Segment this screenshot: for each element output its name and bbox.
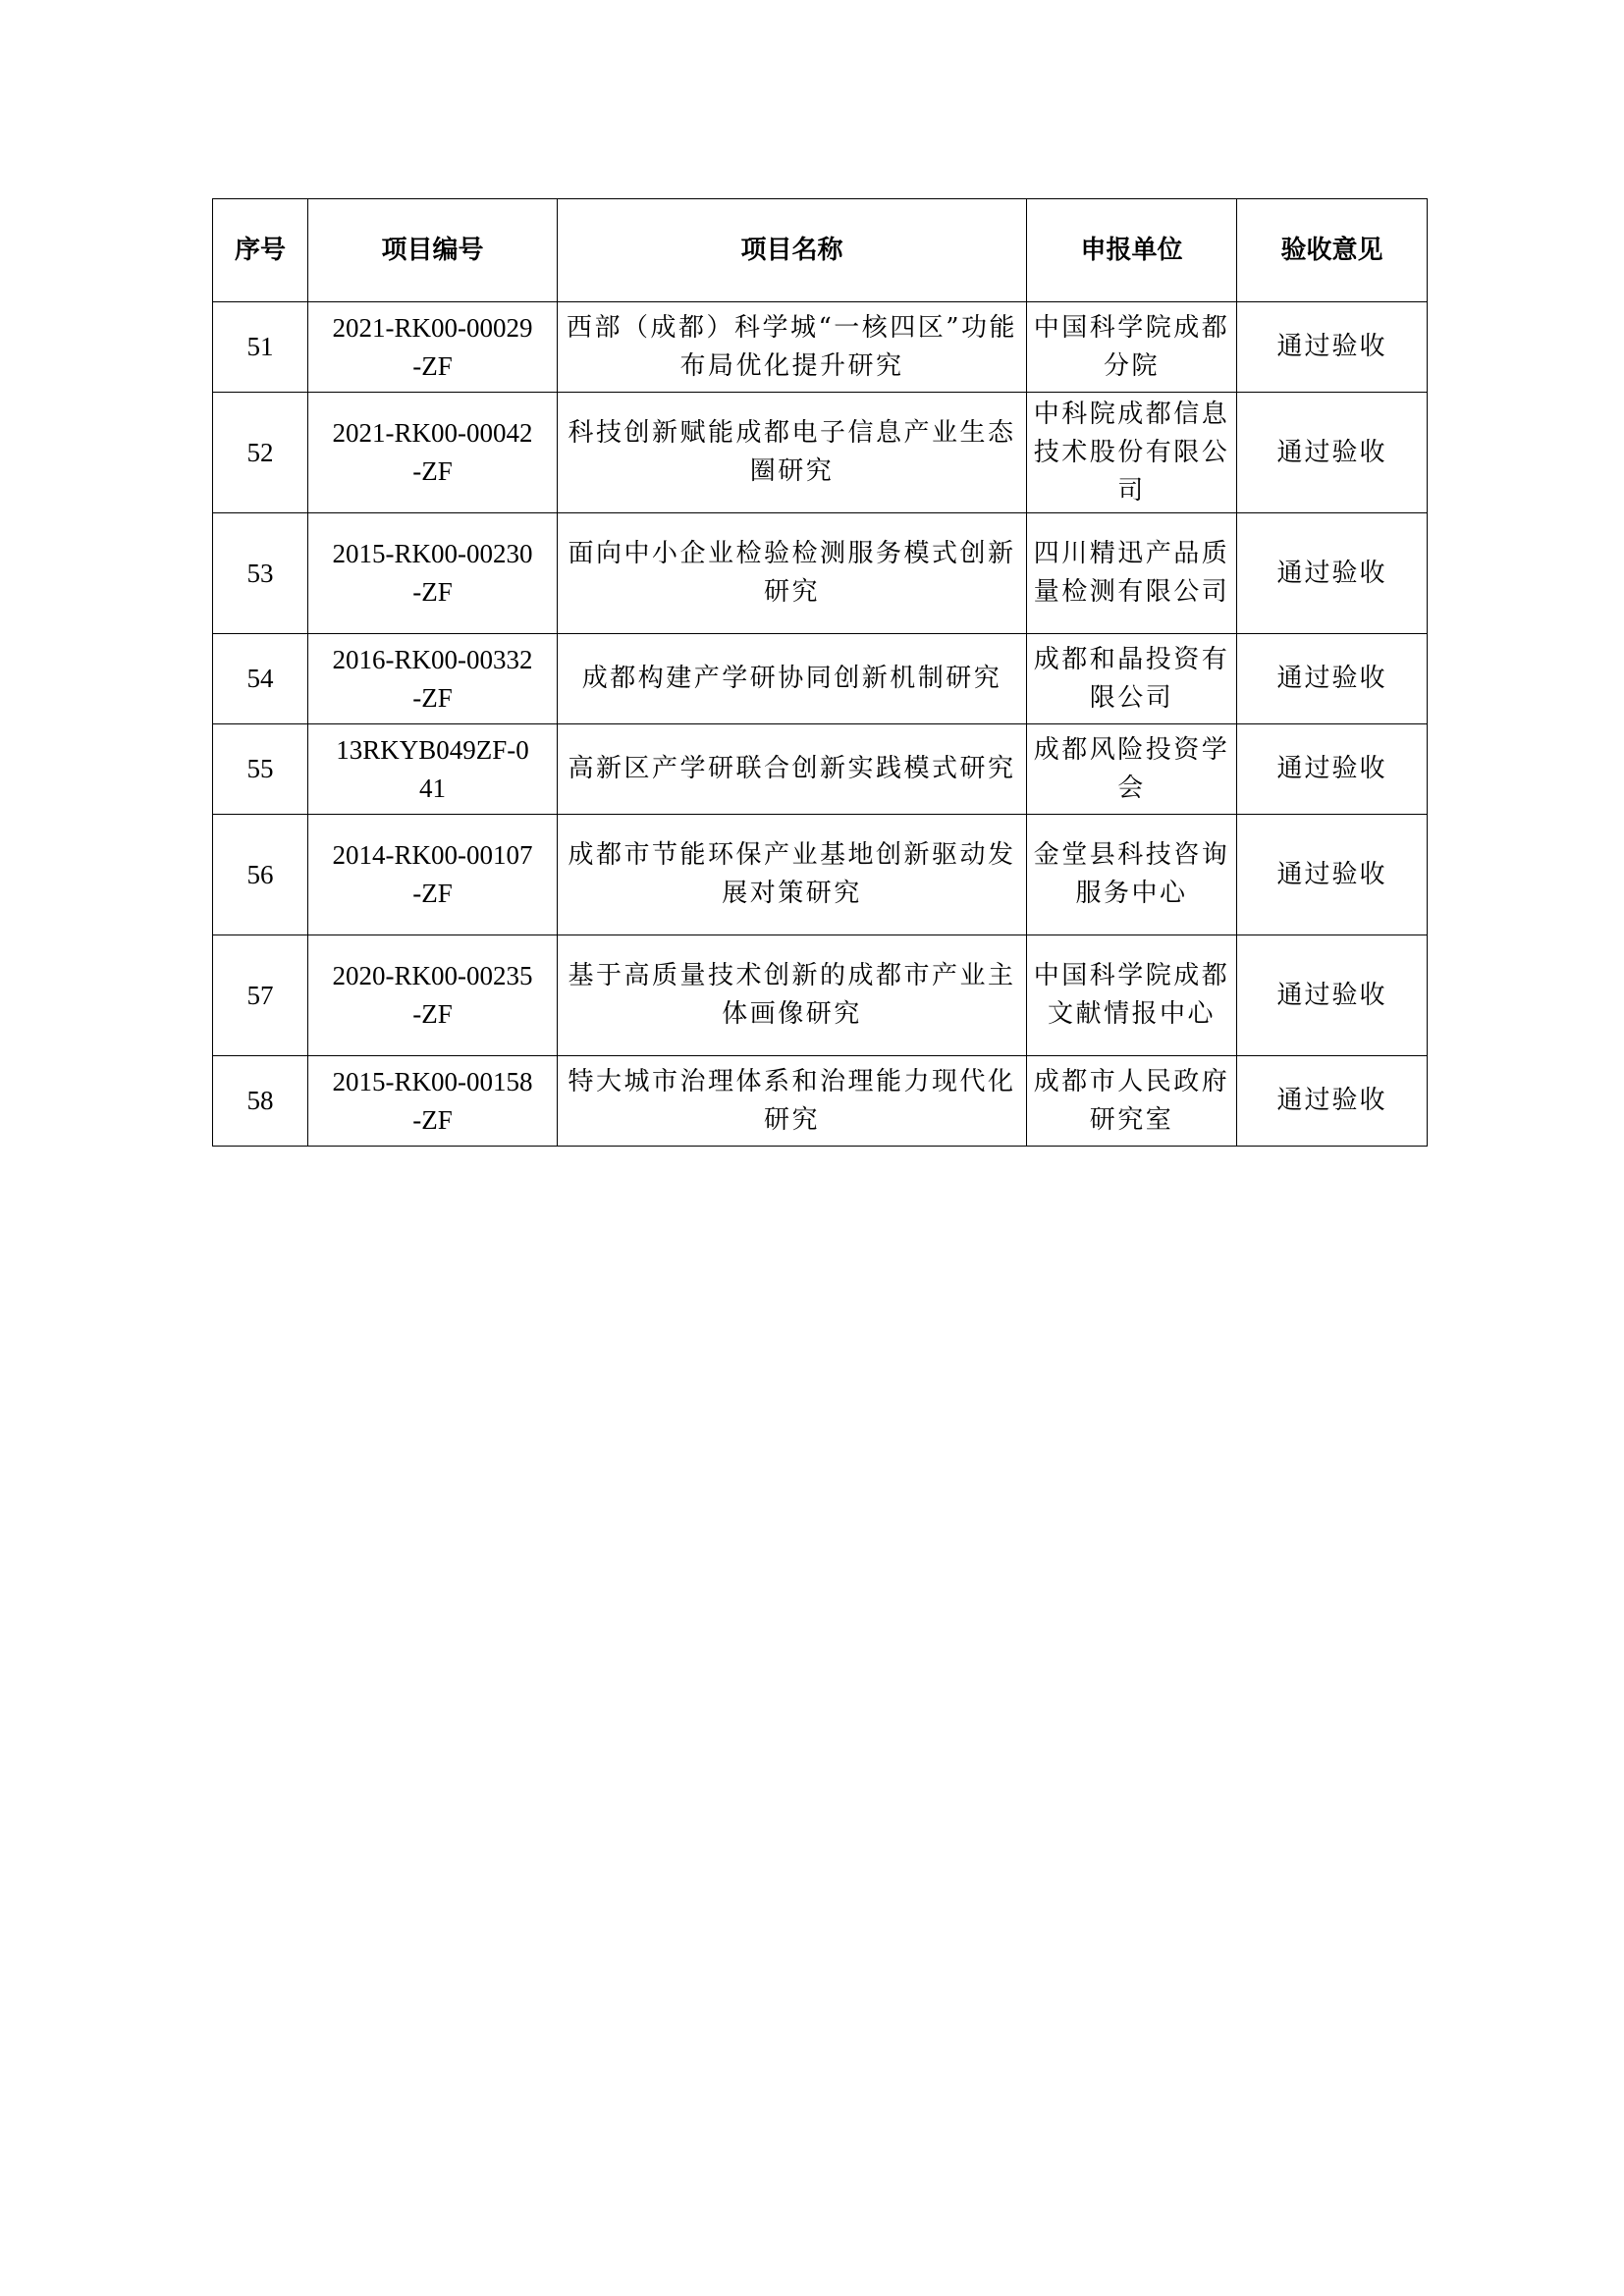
project-code-line: 2021-RK00-00029 [332, 312, 533, 343]
project-code-line: 41 [419, 773, 446, 803]
header-applicant-unit: 申报单位 [1027, 199, 1237, 302]
project-code-line: -ZF [412, 1104, 453, 1135]
row-acceptance-opinion: 通过验收 [1237, 724, 1428, 815]
row-project-name: 高新区产学研联合创新实践模式研究 [558, 724, 1027, 815]
header-project-code: 项目编号 [308, 199, 558, 302]
project-acceptance-table [212, 198, 1428, 1147]
row-applicant-unit: 四川精迅产品质量检测有限公司 [1027, 513, 1237, 634]
project-code-line: -ZF [412, 879, 453, 908]
project-code-line: -ZF [412, 456, 453, 486]
project-code-line: 2014-RK00-00107 [332, 840, 533, 870]
project-code-line: 13RKYB049ZF-0 [336, 734, 529, 765]
row-acceptance-opinion: 通过验收 [1237, 1056, 1428, 1147]
row-acceptance-opinion: 通过验收 [1237, 393, 1428, 513]
table-row [213, 634, 1428, 724]
row-applicant-unit: 成都和晶投资有限公司 [1027, 634, 1237, 724]
row-seq: 51 [213, 302, 308, 393]
row-project-code [308, 634, 558, 724]
table-row [213, 513, 1428, 634]
row-acceptance-opinion: 通过验收 [1237, 935, 1428, 1056]
row-seq: 57 [213, 935, 308, 1056]
row-project-name: 面向中小企业检验检测服务模式创新研究 [558, 513, 1027, 634]
row-project-name: 科技创新赋能成都电子信息产业生态圈研究 [558, 393, 1027, 513]
row-seq: 53 [213, 513, 308, 634]
row-seq: 58 [213, 1056, 308, 1147]
row-project-code [308, 1056, 558, 1147]
project-code-line: -ZF [412, 999, 453, 1029]
table-row [213, 393, 1428, 513]
table-row [213, 724, 1428, 815]
table-row [213, 815, 1428, 935]
table-header-row [213, 199, 1428, 302]
row-project-code [308, 302, 558, 393]
row-applicant-unit: 中国科学院成都分院 [1027, 302, 1237, 393]
row-applicant-unit: 中国科学院成都文献情报中心 [1027, 935, 1237, 1056]
project-code-line: -ZF [412, 350, 453, 381]
row-project-name: 基于高质量技术创新的成都市产业主体画像研究 [558, 935, 1027, 1056]
row-applicant-unit: 中科院成都信息技术股份有限公司 [1027, 393, 1237, 513]
row-acceptance-opinion: 通过验收 [1237, 513, 1428, 634]
table-row [213, 935, 1428, 1056]
row-applicant-unit: 成都市人民政府研究室 [1027, 1056, 1237, 1147]
row-acceptance-opinion: 通过验收 [1237, 815, 1428, 935]
row-seq: 54 [213, 634, 308, 724]
project-code-line: -ZF [412, 577, 453, 607]
project-code-line: -ZF [412, 682, 453, 713]
header-seq: 序号 [213, 199, 308, 302]
row-project-code [308, 935, 558, 1056]
row-project-name: 西部（成都）科学城“一核四区”功能布局优化提升研究 [558, 302, 1027, 393]
row-project-code [308, 724, 558, 815]
table-row [213, 302, 1428, 393]
project-code-line: 2020-RK00-00235 [332, 961, 533, 990]
project-code-line: 2016-RK00-00332 [332, 644, 533, 674]
row-applicant-unit: 金堂县科技咨询服务中心 [1027, 815, 1237, 935]
project-code-line: 2015-RK00-00230 [332, 539, 533, 568]
row-acceptance-opinion: 通过验收 [1237, 634, 1428, 724]
row-project-name: 特大城市治理体系和治理能力现代化研究 [558, 1056, 1027, 1147]
project-code-line: 2021-RK00-00042 [332, 418, 533, 448]
row-project-name: 成都市节能环保产业基地创新驱动发展对策研究 [558, 815, 1027, 935]
row-project-code [308, 815, 558, 935]
header-acceptance-opinion: 验收意见 [1237, 199, 1428, 302]
project-code-line: 2015-RK00-00158 [332, 1066, 533, 1096]
row-acceptance-opinion: 通过验收 [1237, 302, 1428, 393]
row-project-name: 成都构建产学研协同创新机制研究 [558, 634, 1027, 724]
row-seq: 52 [213, 393, 308, 513]
row-seq: 56 [213, 815, 308, 935]
row-project-code [308, 393, 558, 513]
table-row [213, 1056, 1428, 1147]
row-seq: 55 [213, 724, 308, 815]
row-applicant-unit: 成都风险投资学会 [1027, 724, 1237, 815]
row-project-code [308, 513, 558, 634]
header-project-name: 项目名称 [558, 199, 1027, 302]
